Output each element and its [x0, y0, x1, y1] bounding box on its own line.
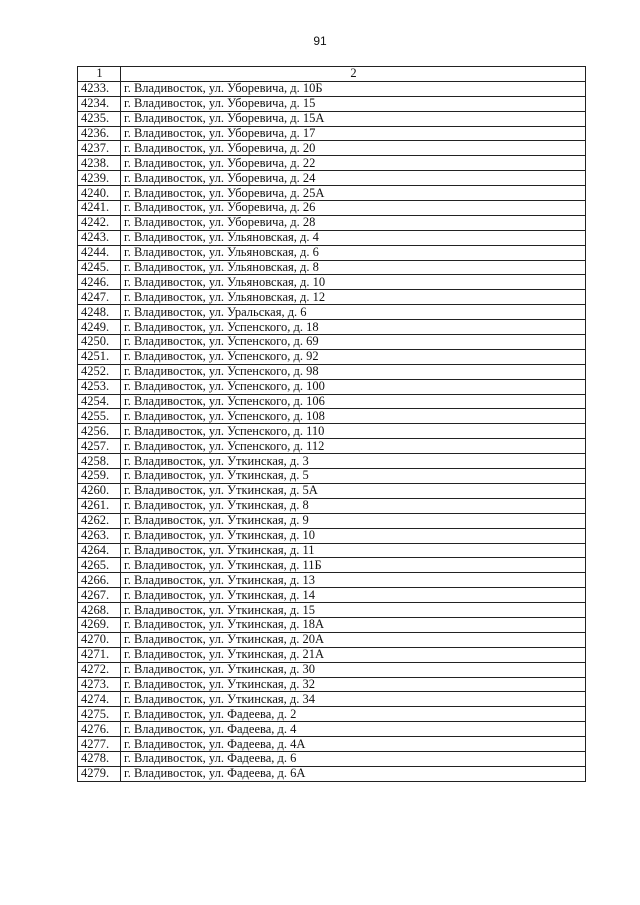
row-number-cell: 4274. [78, 692, 121, 707]
table-row [78, 751, 586, 766]
address-cell: г. Владивосток, ул. Уткинская, д. 3 [121, 454, 586, 469]
address-cell: г. Владивосток, ул. Уборевича, д. 17 [121, 126, 586, 141]
address-cell: г. Владивосток, ул. Уральская, д. 6 [121, 305, 586, 320]
row-number-cell: 4263. [78, 528, 121, 543]
row-number-cell: 4247. [78, 290, 121, 305]
address-cell: г. Владивосток, ул. Уборевича, д. 15А [121, 111, 586, 126]
table-row [78, 498, 586, 513]
row-number-cell: 4237. [78, 141, 121, 156]
table-row [78, 141, 586, 156]
table-row [78, 617, 586, 632]
table-row [78, 379, 586, 394]
table-row [78, 737, 586, 752]
address-table [77, 66, 586, 782]
address-cell: г. Владивосток, ул. Ульяновская, д. 10 [121, 275, 586, 290]
column-header-number: 1 [78, 67, 121, 82]
table-row [78, 394, 586, 409]
row-number-cell: 4240. [78, 186, 121, 201]
row-number-cell: 4275. [78, 707, 121, 722]
table-row [78, 230, 586, 245]
row-number-cell: 4257. [78, 439, 121, 454]
row-number-cell: 4253. [78, 379, 121, 394]
address-cell: г. Владивосток, ул. Уборевича, д. 15 [121, 96, 586, 111]
row-number-cell: 4238. [78, 156, 121, 171]
row-number-cell: 4254. [78, 394, 121, 409]
address-cell: г. Владивосток, ул. Успенского, д. 100 [121, 379, 586, 394]
table-row [78, 245, 586, 260]
row-number-cell: 4271. [78, 647, 121, 662]
row-number-cell: 4256. [78, 424, 121, 439]
address-cell: г. Владивосток, ул. Фадеева, д. 4 [121, 722, 586, 737]
table-row [78, 156, 586, 171]
row-number-cell: 4270. [78, 632, 121, 647]
address-cell: г. Владивосток, ул. Уткинская, д. 11Б [121, 558, 586, 573]
table-row [78, 424, 586, 439]
row-number-cell: 4250. [78, 335, 121, 350]
address-cell: г. Владивосток, ул. Уткинская, д. 5 [121, 469, 586, 484]
address-cell: г. Владивосток, ул. Уборевича, д. 22 [121, 156, 586, 171]
row-number-cell: 4260. [78, 483, 121, 498]
table-row [78, 454, 586, 469]
table-row [78, 305, 586, 320]
table-row [78, 632, 586, 647]
table-row [78, 439, 586, 454]
row-number-cell: 4251. [78, 349, 121, 364]
table-row [78, 201, 586, 216]
address-cell: г. Владивосток, ул. Успенского, д. 106 [121, 394, 586, 409]
row-number-cell: 4269. [78, 617, 121, 632]
address-cell: г. Владивосток, ул. Фадеева, д. 2 [121, 707, 586, 722]
address-cell: г. Владивосток, ул. Успенского, д. 92 [121, 349, 586, 364]
address-cell: г. Владивосток, ул. Уткинская, д. 14 [121, 588, 586, 603]
table-row [78, 677, 586, 692]
row-number-cell: 4244. [78, 245, 121, 260]
table-header-row [78, 67, 586, 82]
row-number-cell: 4264. [78, 543, 121, 558]
row-number-cell: 4258. [78, 454, 121, 469]
row-number-cell: 4262. [78, 513, 121, 528]
address-cell: г. Владивосток, ул. Уткинская, д. 32 [121, 677, 586, 692]
table-row [78, 558, 586, 573]
address-cell: г. Владивосток, ул. Уткинская, д. 11 [121, 543, 586, 558]
table-row [78, 171, 586, 186]
row-number-cell: 4241. [78, 201, 121, 216]
column-header-address: 2 [121, 67, 586, 82]
address-cell: г. Владивосток, ул. Уборевича, д. 28 [121, 215, 586, 230]
table-row [78, 349, 586, 364]
address-cell: г. Владивосток, ул. Успенского, д. 18 [121, 320, 586, 335]
row-number-cell: 4279. [78, 766, 121, 781]
table-row [78, 722, 586, 737]
row-number-cell: 4236. [78, 126, 121, 141]
table-row [78, 603, 586, 618]
address-cell: г. Владивосток, ул. Уткинская, д. 34 [121, 692, 586, 707]
row-number-cell: 4266. [78, 573, 121, 588]
row-number-cell: 4249. [78, 320, 121, 335]
address-cell: г. Владивосток, ул. Успенского, д. 110 [121, 424, 586, 439]
row-number-cell: 4246. [78, 275, 121, 290]
address-cell: г. Владивосток, ул. Ульяновская, д. 12 [121, 290, 586, 305]
row-number-cell: 4243. [78, 230, 121, 245]
address-cell: г. Владивосток, ул. Фадеева, д. 4А [121, 737, 586, 752]
address-cell: г. Владивосток, ул. Фадеева, д. 6 [121, 751, 586, 766]
row-number-cell: 4259. [78, 469, 121, 484]
address-cell: г. Владивосток, ул. Уборевича, д. 24 [121, 171, 586, 186]
address-cell: г. Владивосток, ул. Уткинская, д. 8 [121, 498, 586, 513]
address-cell: г. Владивосток, ул. Уткинская, д. 9 [121, 513, 586, 528]
table-row [78, 647, 586, 662]
address-cell: г. Владивосток, ул. Уборевича, д. 25А [121, 186, 586, 201]
table-row [78, 126, 586, 141]
row-number-cell: 4277. [78, 737, 121, 752]
row-number-cell: 4273. [78, 677, 121, 692]
table-row [78, 275, 586, 290]
table-row [78, 81, 586, 96]
table-row [78, 186, 586, 201]
address-cell: г. Владивосток, ул. Успенского, д. 112 [121, 439, 586, 454]
table-row [78, 766, 586, 781]
address-cell: г. Владивосток, ул. Уткинская, д. 30 [121, 662, 586, 677]
address-cell: г. Владивосток, ул. Успенского, д. 69 [121, 335, 586, 350]
address-cell: г. Владивосток, ул. Ульяновская, д. 8 [121, 260, 586, 275]
row-number-cell: 4239. [78, 171, 121, 186]
table-row [78, 513, 586, 528]
table-row [78, 707, 586, 722]
table-row [78, 364, 586, 379]
row-number-cell: 4233. [78, 81, 121, 96]
table-row [78, 96, 586, 111]
table-row [78, 528, 586, 543]
address-cell: г. Владивосток, ул. Уткинская, д. 20А [121, 632, 586, 647]
table-row [78, 692, 586, 707]
address-cell: г. Владивосток, ул. Уткинская, д. 13 [121, 573, 586, 588]
table-row [78, 483, 586, 498]
address-cell: г. Владивосток, ул. Уткинская, д. 10 [121, 528, 586, 543]
address-cell: г. Владивосток, ул. Успенского, д. 98 [121, 364, 586, 379]
row-number-cell: 4255. [78, 409, 121, 424]
row-number-cell: 4235. [78, 111, 121, 126]
address-cell: г. Владивосток, ул. Уткинская, д. 21А [121, 647, 586, 662]
address-cell: г. Владивосток, ул. Уткинская, д. 15 [121, 603, 586, 618]
row-number-cell: 4245. [78, 260, 121, 275]
row-number-cell: 4242. [78, 215, 121, 230]
table-row [78, 290, 586, 305]
row-number-cell: 4248. [78, 305, 121, 320]
table-row [78, 409, 586, 424]
address-cell: г. Владивосток, ул. Уткинская, д. 18А [121, 617, 586, 632]
row-number-cell: 4261. [78, 498, 121, 513]
table-row [78, 469, 586, 484]
row-number-cell: 4272. [78, 662, 121, 677]
page-number: 91 [313, 34, 327, 48]
table-row [78, 111, 586, 126]
address-cell: г. Владивосток, ул. Уборевича, д. 20 [121, 141, 586, 156]
row-number-cell: 4234. [78, 96, 121, 111]
row-number-cell: 4278. [78, 751, 121, 766]
table-row [78, 588, 586, 603]
address-cell: г. Владивосток, ул. Успенского, д. 108 [121, 409, 586, 424]
address-cell: г. Владивосток, ул. Уборевича, д. 26 [121, 201, 586, 216]
table-row [78, 215, 586, 230]
row-number-cell: 4276. [78, 722, 121, 737]
row-number-cell: 4252. [78, 364, 121, 379]
address-cell: г. Владивосток, ул. Уткинская, д. 5А [121, 483, 586, 498]
table-row [78, 260, 586, 275]
address-cell: г. Владивосток, ул. Фадеева, д. 6А [121, 766, 586, 781]
row-number-cell: 4268. [78, 603, 121, 618]
table-row [78, 543, 586, 558]
address-cell: г. Владивосток, ул. Ульяновская, д. 4 [121, 230, 586, 245]
row-number-cell: 4265. [78, 558, 121, 573]
table-row [78, 320, 586, 335]
table-body [78, 81, 586, 781]
table-row [78, 335, 586, 350]
table-row [78, 573, 586, 588]
address-cell: г. Владивосток, ул. Ульяновская, д. 6 [121, 245, 586, 260]
row-number-cell: 4267. [78, 588, 121, 603]
table-row [78, 662, 586, 677]
address-cell: г. Владивосток, ул. Уборевича, д. 10Б [121, 81, 586, 96]
